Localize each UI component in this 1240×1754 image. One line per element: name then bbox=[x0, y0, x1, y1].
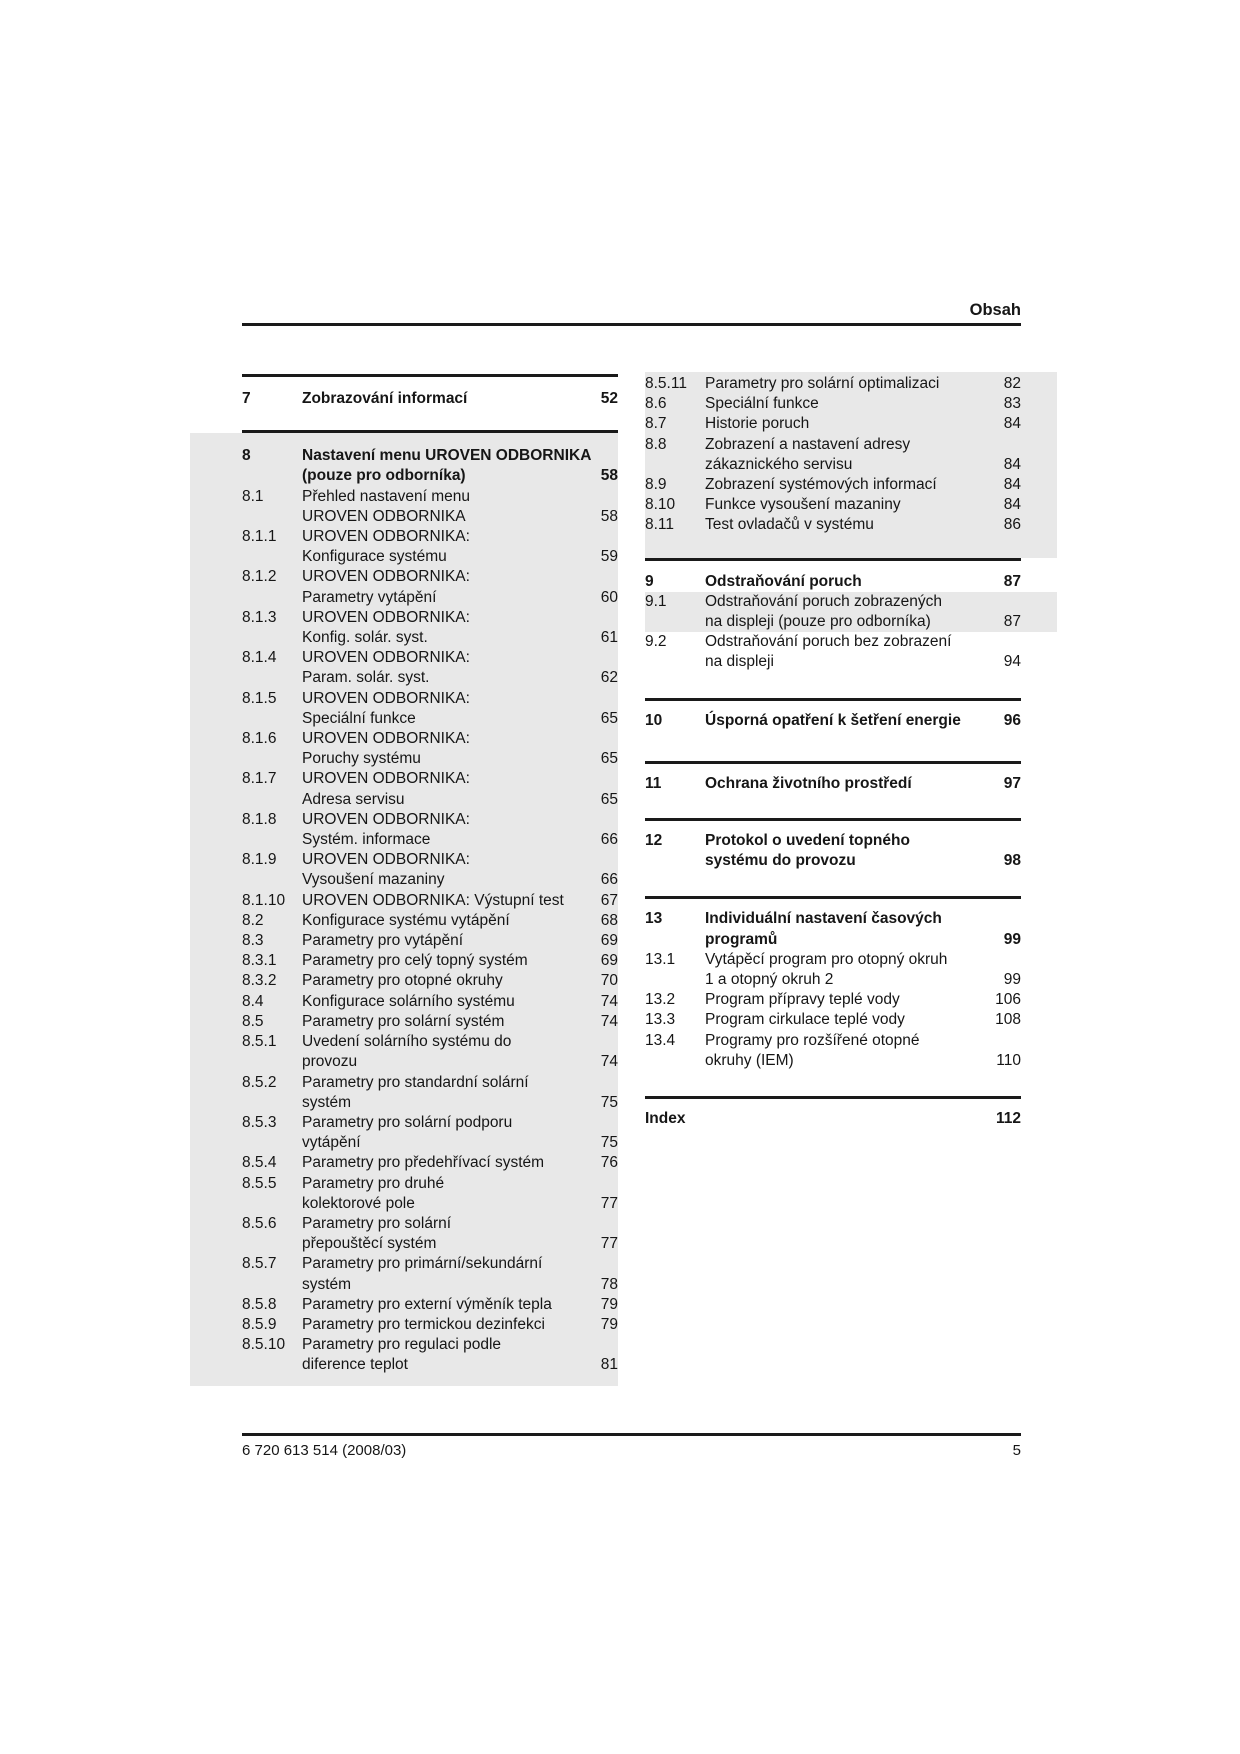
toc-entry-9-1[interactable] bbox=[645, 592, 1057, 632]
entry-title: Speciální funkce bbox=[705, 395, 819, 413]
toc-entry[interactable] bbox=[242, 1174, 618, 1214]
entry-page: 62 bbox=[600, 669, 618, 687]
entry-number: 8.5.6 bbox=[242, 1214, 277, 1232]
toc-entry[interactable] bbox=[242, 810, 618, 850]
entry-page: 99 bbox=[1003, 930, 1021, 948]
toc-entry[interactable] bbox=[242, 769, 618, 809]
divider-rule bbox=[645, 698, 1021, 701]
entry-title: UROVEN ODBORNIKA: bbox=[302, 810, 470, 828]
entry-title-cont: Poruchy systému bbox=[302, 750, 421, 768]
entry-title-cont: systém bbox=[302, 1275, 352, 1293]
entry-page: 75 bbox=[600, 1093, 618, 1111]
entry-page: 84 bbox=[1003, 415, 1021, 433]
entry-page: 58 bbox=[600, 507, 618, 525]
toc-entry[interactable] bbox=[242, 648, 618, 688]
entry-page: 70 bbox=[600, 972, 618, 990]
entry-title-cont: Vysoušení mazaniny bbox=[302, 871, 445, 889]
entry-title-cont: Konfig. solár. syst. bbox=[302, 629, 428, 647]
toc-entry[interactable] bbox=[242, 1295, 618, 1315]
entry-page: 65 bbox=[600, 709, 618, 727]
entry-number: 8.1.4 bbox=[242, 649, 277, 667]
entry-title: Parametry pro regulaci podle bbox=[302, 1336, 502, 1354]
page-footer bbox=[242, 1441, 1021, 1461]
entry-title: Úsporná opatření k šetření energie bbox=[705, 711, 961, 729]
entry-title: Parametry pro solární podporu bbox=[302, 1113, 513, 1131]
entry-number: 8.5.9 bbox=[242, 1315, 277, 1333]
entry-page: 87 bbox=[1003, 613, 1021, 631]
entry-title: Parametry pro otopné okruhy bbox=[302, 972, 503, 990]
divider-rule bbox=[645, 761, 1021, 764]
entry-number: 8.7 bbox=[645, 415, 667, 433]
entry-title-cont: systému do provozu bbox=[705, 852, 856, 870]
toc-entry[interactable] bbox=[242, 527, 618, 567]
entry-title-cont: (pouze pro odborníka) bbox=[302, 467, 466, 485]
entry-number: 13.4 bbox=[645, 1031, 676, 1049]
entry-page: 52 bbox=[600, 390, 618, 407]
chapter-8-highlight-block bbox=[190, 433, 618, 1385]
entry-number: 8.1.5 bbox=[242, 689, 277, 707]
entry-page: 69 bbox=[600, 932, 618, 950]
footer-document-code: 6 720 613 514 (2008/03) bbox=[242, 1442, 407, 1459]
entry-title-cont: Konfigurace systému bbox=[302, 548, 447, 566]
entry-number: 8.1.8 bbox=[242, 810, 277, 828]
entry-title: UROVEN ODBORNIKA: bbox=[302, 770, 470, 788]
entry-title: Parametry pro externí výměník tepla bbox=[302, 1295, 552, 1313]
entry-page: 65 bbox=[600, 750, 618, 768]
toc-entry[interactable] bbox=[242, 689, 618, 729]
entry-number: 8.5 bbox=[242, 1012, 264, 1030]
entry-title: UROVEN ODBORNIKA: bbox=[302, 568, 470, 586]
entry-page: 82 bbox=[1003, 375, 1021, 392]
entry-number: 8.1.1 bbox=[242, 528, 277, 546]
entry-title-cont: kolektorové pole bbox=[302, 1194, 415, 1212]
entry-page: 110 bbox=[996, 1051, 1021, 1069]
toc-entry[interactable] bbox=[242, 608, 618, 648]
entry-page: 66 bbox=[600, 831, 618, 849]
entry-page: 99 bbox=[1003, 971, 1021, 989]
entry-page: 112 bbox=[995, 1110, 1021, 1128]
entry-number: 8.5.11 bbox=[645, 375, 687, 392]
toc-section-11[interactable] bbox=[645, 774, 1021, 794]
entry-title: Odstraňování poruch bbox=[705, 572, 862, 590]
toc-entry[interactable] bbox=[242, 891, 618, 911]
entry-title: Parametry pro solární systém bbox=[302, 1012, 505, 1030]
toc-entry[interactable] bbox=[242, 1214, 618, 1254]
entry-number: 8.9 bbox=[645, 476, 667, 494]
toc-entry[interactable] bbox=[242, 1335, 618, 1375]
toc-entry[interactable] bbox=[645, 515, 1021, 535]
toc-entry[interactable] bbox=[242, 1254, 618, 1294]
entry-page: 74 bbox=[600, 992, 618, 1010]
entry-page: 84 bbox=[1003, 455, 1021, 473]
entry-title-cont: vytápění bbox=[302, 1134, 361, 1152]
toc-entry[interactable] bbox=[242, 487, 618, 527]
entry-page: 76 bbox=[600, 1154, 618, 1172]
entry-number: 8.8 bbox=[645, 435, 667, 453]
footer-page-number: 5 bbox=[1012, 1442, 1021, 1459]
toc-section-13[interactable] bbox=[645, 909, 1021, 949]
entry-title: UROVEN ODBORNIKA: bbox=[302, 689, 470, 707]
entry-title: UROVEN ODBORNIKA: bbox=[302, 649, 470, 667]
toc-entry[interactable] bbox=[242, 1032, 618, 1072]
toc-entry[interactable] bbox=[645, 394, 1021, 414]
entry-number: 13.3 bbox=[645, 1011, 676, 1029]
toc-entry[interactable] bbox=[645, 1010, 1021, 1030]
toc-entry[interactable] bbox=[242, 567, 618, 607]
entry-page: 94 bbox=[1003, 653, 1021, 671]
entry-title-cont: na displeji (pouze pro odborníka) bbox=[705, 613, 931, 631]
divider-rule bbox=[645, 558, 1021, 561]
toc-entry[interactable] bbox=[242, 992, 618, 1012]
toc-right-column bbox=[645, 372, 1021, 1129]
toc-entry[interactable] bbox=[242, 911, 618, 931]
toc-section-12[interactable] bbox=[645, 831, 1021, 871]
toc-chapter-8-heading[interactable] bbox=[242, 446, 618, 486]
chapter-8-highlight-block-continued bbox=[645, 372, 1057, 558]
entry-page: 58 bbox=[600, 467, 618, 485]
toc-entry[interactable] bbox=[242, 1073, 618, 1113]
entry-number: 8.1.9 bbox=[242, 851, 277, 869]
entry-page: 59 bbox=[600, 548, 618, 566]
entry-title: UROVEN ODBORNIKA: Výstupní test bbox=[302, 891, 564, 909]
toc-entry[interactable] bbox=[645, 435, 1021, 475]
entry-page: 77 bbox=[600, 1235, 618, 1253]
entry-number: 9 bbox=[645, 572, 654, 590]
entry-title-cont: na displeji bbox=[705, 653, 774, 671]
entry-title-cont: zákaznického servisu bbox=[705, 455, 853, 473]
entry-number: 12 bbox=[645, 832, 663, 850]
entry-title: Parametry pro standardní solární bbox=[302, 1073, 529, 1091]
entry-number: 8.10 bbox=[645, 496, 676, 514]
entry-title: Nastavení menu UROVEN ODBORNIKA bbox=[302, 447, 592, 465]
entry-number: 13.1 bbox=[645, 950, 676, 968]
entry-title: Uvedení solárního systému do bbox=[302, 1033, 512, 1051]
entry-number: 10 bbox=[645, 711, 663, 729]
entry-title: Parametry pro solární optimalizaci bbox=[705, 375, 940, 392]
divider-rule bbox=[242, 374, 618, 377]
entry-page: 75 bbox=[600, 1134, 618, 1152]
toc-entry[interactable] bbox=[645, 374, 1021, 394]
entry-number: 8.1.6 bbox=[242, 730, 277, 748]
entry-title: UROVEN ODBORNIKA: bbox=[302, 730, 470, 748]
entry-number: 13.2 bbox=[645, 991, 676, 1009]
entry-number: 8.4 bbox=[242, 992, 264, 1010]
entry-number: 8.5.10 bbox=[242, 1336, 286, 1354]
toc-entry[interactable] bbox=[645, 475, 1021, 495]
entry-page: 106 bbox=[995, 991, 1021, 1009]
entry-title-cont: přepouštěcí systém bbox=[302, 1235, 437, 1253]
entry-title: Program cirkulace teplé vody bbox=[705, 1011, 905, 1029]
toc-entry[interactable] bbox=[242, 850, 618, 890]
entry-page: 74 bbox=[600, 1012, 618, 1030]
toc-entry-9-2[interactable] bbox=[645, 632, 1021, 672]
entry-title: Vytápěcí program pro otopný okruh bbox=[705, 950, 948, 968]
entry-number: 8.1.2 bbox=[242, 568, 277, 586]
entry-number: 8.1.3 bbox=[242, 608, 277, 626]
entry-number: 9.1 bbox=[645, 592, 667, 610]
entry-title-cont: programů bbox=[705, 930, 778, 948]
entry-title: Parametry pro termickou dezinfekci bbox=[302, 1315, 545, 1333]
toc-entry[interactable] bbox=[242, 1012, 618, 1032]
entry-title: Ochrana životního prostředí bbox=[705, 774, 912, 792]
divider-rule bbox=[645, 896, 1021, 899]
toc-entry[interactable] bbox=[242, 971, 618, 991]
divider-rule bbox=[645, 818, 1021, 821]
entry-title: Zobrazení a nastavení adresy bbox=[705, 435, 911, 453]
toc-index-entry[interactable] bbox=[645, 1109, 1021, 1129]
entry-page: 96 bbox=[1003, 711, 1021, 729]
entry-title-cont: Systém. informace bbox=[302, 831, 431, 849]
toc-entry[interactable] bbox=[645, 495, 1021, 515]
entry-title: Parametry pro primární/sekundární bbox=[302, 1255, 543, 1273]
entry-number: 8.5.4 bbox=[242, 1154, 277, 1172]
entry-title: Konfigurace solárního systému bbox=[302, 992, 515, 1010]
entry-page: 69 bbox=[600, 952, 618, 970]
entry-title-cont: systém bbox=[302, 1093, 352, 1111]
footer-rule bbox=[242, 1433, 1021, 1436]
entry-number: 7 bbox=[242, 390, 251, 407]
entry-title: UROVEN ODBORNIKA: bbox=[302, 528, 470, 546]
page-header-title: Obsah bbox=[969, 301, 1021, 319]
entry-title: Parametry pro celý topný systém bbox=[302, 952, 528, 970]
entry-number: 8.1.10 bbox=[242, 891, 286, 909]
toc-entry[interactable] bbox=[242, 1315, 618, 1335]
entry-page: 67 bbox=[600, 891, 618, 909]
entry-number: 8.6 bbox=[645, 395, 667, 413]
entry-title: UROVEN ODBORNIKA: bbox=[302, 608, 470, 626]
toc-section-9[interactable] bbox=[645, 572, 1021, 592]
entry-number: 13 bbox=[645, 910, 663, 928]
entry-title: Konfigurace systému vytápění bbox=[302, 911, 510, 929]
entry-number: 8.5.2 bbox=[242, 1073, 277, 1091]
entry-title: Individuální nastavení časových bbox=[705, 910, 942, 928]
entry-title: Zobrazení systémových informací bbox=[705, 476, 937, 494]
entry-title-cont: diference teplot bbox=[302, 1356, 408, 1374]
entry-number: 9.2 bbox=[645, 633, 667, 651]
entry-number: 8.1.7 bbox=[242, 770, 277, 788]
entry-title-cont: UROVEN ODBORNIKA bbox=[302, 507, 466, 525]
entry-title: Odstraňování poruch zobrazených bbox=[705, 592, 942, 610]
entry-page: 98 bbox=[1003, 852, 1021, 870]
entry-title: Protokol o uvedení topného bbox=[705, 832, 910, 850]
toc-entry[interactable] bbox=[242, 1113, 618, 1153]
entry-page: 65 bbox=[600, 790, 618, 808]
entry-page: 97 bbox=[1003, 774, 1021, 792]
toc-entry[interactable] bbox=[645, 950, 1021, 990]
entry-number: 11 bbox=[645, 774, 662, 792]
entry-page: 60 bbox=[600, 588, 618, 606]
entry-number: 8.1 bbox=[242, 487, 264, 505]
entry-title-cont: Parametry vytápění bbox=[302, 588, 437, 606]
entry-page: 61 bbox=[600, 629, 618, 647]
toc-entry[interactable] bbox=[645, 414, 1021, 434]
entry-title-cont: okruhy (IEM) bbox=[705, 1051, 794, 1069]
entry-title-cont: Adresa servisu bbox=[302, 790, 405, 808]
entry-title: Funkce vysoušení mazaniny bbox=[705, 496, 901, 514]
entry-title: Parametry pro solární bbox=[302, 1214, 452, 1232]
entry-title: Přehled nastavení menu bbox=[302, 487, 471, 505]
entry-page: 86 bbox=[1003, 516, 1021, 534]
toc-entry[interactable] bbox=[242, 951, 618, 971]
entry-title: UROVEN ODBORNIKA: bbox=[302, 851, 470, 869]
entry-title-cont: Speciální funkce bbox=[302, 709, 416, 727]
entry-number: 8.11 bbox=[645, 516, 675, 534]
toc-entry[interactable] bbox=[645, 1031, 1021, 1071]
entry-number: 8.5.5 bbox=[242, 1174, 277, 1192]
entry-page: 87 bbox=[1003, 572, 1021, 590]
entry-title: Program přípravy teplé vody bbox=[705, 991, 900, 1009]
entry-page: 79 bbox=[600, 1315, 618, 1333]
entry-title: Odstraňování poruch bez zobrazení bbox=[705, 633, 952, 651]
entry-title: Zobrazování informací bbox=[302, 390, 468, 407]
entry-title-cont: provozu bbox=[302, 1053, 358, 1071]
entry-page: 78 bbox=[600, 1275, 618, 1293]
toc-entry[interactable] bbox=[242, 931, 618, 951]
entry-title: Parametry pro předehřívací systém bbox=[302, 1154, 545, 1172]
toc-section-10[interactable] bbox=[645, 711, 1021, 731]
header-rule bbox=[242, 323, 1021, 326]
entry-page: 84 bbox=[1003, 476, 1021, 494]
toc-section-7[interactable] bbox=[242, 389, 618, 409]
toc-left-column bbox=[242, 374, 618, 1386]
entry-page: 108 bbox=[995, 1011, 1021, 1029]
toc-entry[interactable] bbox=[242, 1153, 618, 1173]
entry-page: 79 bbox=[600, 1295, 618, 1313]
entry-title: Historie poruch bbox=[705, 415, 810, 433]
entry-number: 8.2 bbox=[242, 911, 264, 929]
entry-number: 8.5.7 bbox=[242, 1255, 277, 1273]
divider-rule bbox=[645, 1096, 1021, 1099]
entry-number: 8.5.1 bbox=[242, 1033, 277, 1051]
entry-title-cont: Param. solár. syst. bbox=[302, 669, 430, 687]
entry-number: 8.5.8 bbox=[242, 1295, 277, 1313]
entry-number: 8.3.1 bbox=[242, 952, 277, 970]
entry-page: 77 bbox=[600, 1194, 618, 1212]
entry-page: 84 bbox=[1003, 496, 1021, 514]
entry-number: 8.5.3 bbox=[242, 1113, 277, 1131]
entry-number: 8.3 bbox=[242, 932, 264, 950]
entry-number: 8.3.2 bbox=[242, 972, 277, 990]
entry-title: Programy pro rozšířené otopné bbox=[705, 1031, 920, 1049]
entry-title: Parametry pro vytápění bbox=[302, 932, 464, 950]
entry-title: Test ovladačů v systému bbox=[705, 516, 874, 534]
entry-page: 74 bbox=[600, 1053, 618, 1071]
entry-page: 66 bbox=[600, 871, 618, 889]
entry-title-cont: 1 a otopný okruh 2 bbox=[705, 971, 834, 989]
entry-title: Index bbox=[645, 1110, 686, 1128]
entry-page: 68 bbox=[600, 911, 618, 929]
toc-entry[interactable] bbox=[242, 729, 618, 769]
entry-page: 81 bbox=[600, 1356, 618, 1374]
entry-number: 8 bbox=[242, 447, 251, 465]
toc-entry[interactable] bbox=[645, 990, 1021, 1010]
entry-title: Parametry pro druhé bbox=[302, 1174, 445, 1192]
entry-page: 83 bbox=[1003, 395, 1021, 413]
